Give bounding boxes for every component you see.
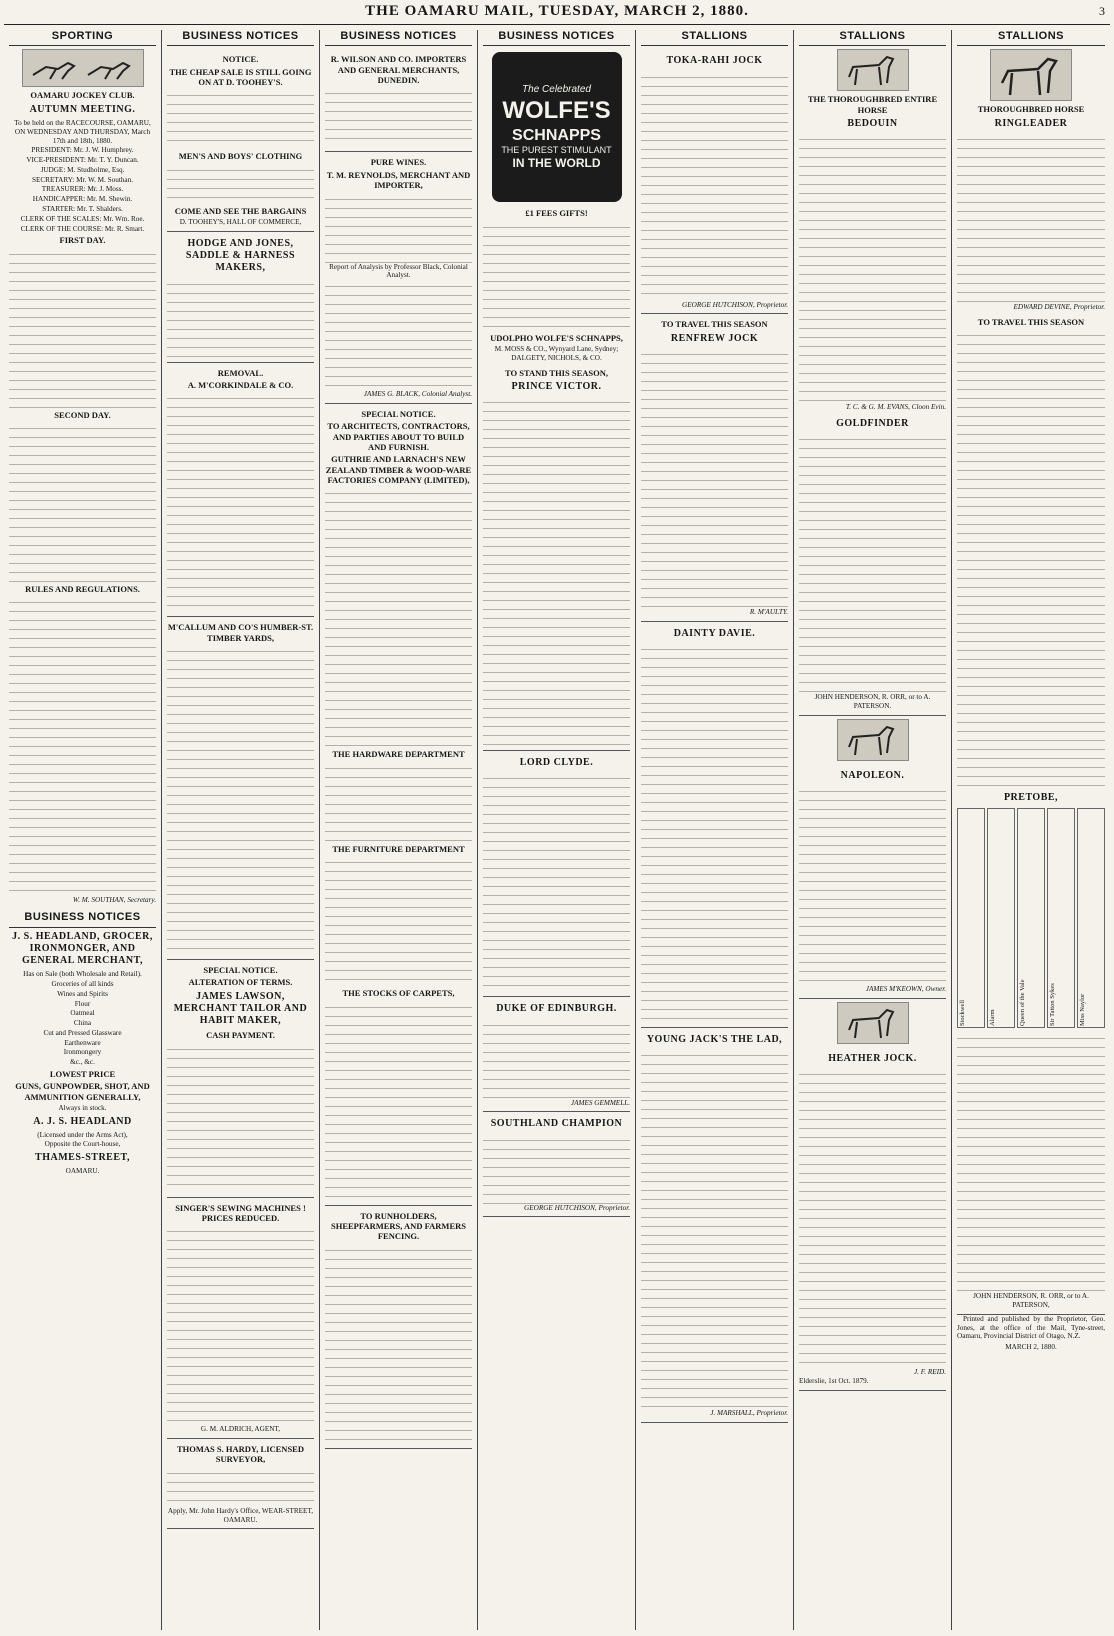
pedigree-table [957,808,1105,1028]
pretobe-title: PRETOBE, [1003,792,1059,804]
southland-title: SOUTHLAND CHAMPION [490,1118,623,1130]
officers-list [9,146,156,233]
goods-item: China [73,1019,92,1028]
lawson-title: JAMES LAWSON, MERCHANT TAILOR AND HABIT MAKER, [173,990,308,1027]
bedouin-title: BEDOUIN [847,118,898,130]
goods-item: Wines and Spirits [57,989,108,998]
runholders-ad [325,1206,472,1449]
mccallum-ad [167,617,314,960]
horse-engraving [837,719,909,761]
goods-item: Ironmongery [63,1048,102,1057]
seal-line: IN THE WORLD [512,156,601,171]
section-heading: BUSINESS NOTICES [167,30,314,46]
bargains: COME AND SEE THE BARGAINS [174,205,307,216]
wilson-ad [325,49,472,152]
ad-text [483,1134,630,1204]
pedigree-cell: Sir Tatton Sykes [1047,808,1075,1028]
headland-name: A. J. S. HEADLAND [33,1115,132,1127]
first-day-heading: FIRST DAY. [59,235,106,246]
secretary-signature: W. M. SOUTHAN, Secretary. [72,896,156,905]
columns [4,30,1110,1630]
young-jack-title: YOUNG JACK'S THE LAD, [646,1033,783,1045]
reynolds-ad [325,152,472,403]
goods-item: Cut and Pressed Glassware [43,1028,122,1037]
goods-item: &c., &c. [70,1058,95,1067]
ad-text [167,164,314,204]
imprint: Printed and published by the Proprietor, Geo. Jones, at the office of the Mail, Tyne-street, Oamaru, Provincial District of Otago, N.Z. [957,1314,1105,1341]
toohey-ad [167,49,314,232]
ad-text [167,278,314,358]
reid-signature: J. F. REID. [913,1368,946,1376]
column-sporting [4,30,162,1630]
officer: JUDGE: M. Studholme, Esq. [40,165,125,174]
imprint-date: MARCH 2, 1880. [1005,1343,1057,1352]
pretobe-ad [957,312,1105,1315]
heather-jock-ad [799,1047,946,1391]
napoleon-title: NAPOLEON. [840,769,905,781]
meeting-title: AUTUMN MEETING. [29,103,136,115]
special-notice: SPECIAL NOTICE. [203,964,278,975]
aldrich: G. M. ALDRICH, AGENT, [200,1425,281,1434]
elderslie-date: Elderslie, 1st Oct. 1879. [799,1376,869,1385]
southland-ad [483,1112,630,1217]
ad-text [799,133,946,403]
ad-text [641,1049,788,1409]
officer: VICE-PRESIDENT: Mr. T. Y. Duncan. [26,156,139,165]
racehorse-icon [28,53,138,83]
udolpho-title: UDOLPHO WOLFE'S SCHNAPPS, [490,332,623,343]
headland-sub: Has on Sale (both Wholesale and Retail). [23,970,142,979]
seal-line: THE PUREST STIMULANT [501,145,612,156]
ad-text [957,1032,1105,1292]
issue-number: 3 [1099,4,1106,18]
officer: HANDICAPPER: Mr. M. Shewin. [32,195,133,204]
meeting-dates: To be held on the RACECOURSE, OAMARU, ON WEDNESDAY AND THURSDAY, March 17th and 18th, 1880. [14,118,151,145]
hutchison-signature: GEORGE HUTCHISON, Proprietor. [524,1203,630,1212]
ad-text [957,133,1105,303]
evans-signature: T. C. & G. M. EVANS, Cloon Evin. [845,403,946,412]
singer-ad [167,1198,314,1440]
travel-title: TO TRAVEL THIS SEASON [977,316,1085,327]
section-heading: BUSINESS NOTICES [483,30,630,46]
pedigree-cell: Stockwell [957,808,985,1028]
ad-text [325,487,472,747]
dainty-ad [641,622,788,1028]
removal-title: REMOVAL. [217,367,264,378]
goods-item: Earthenware [64,1038,101,1047]
duke-ad [483,997,630,1112]
furniture-title: THE FURNITURE DEPARTMENT [332,843,465,854]
toohey-address: D. TOOHEY'S, HALL OF COMMERCE, [179,218,302,227]
column-stallions-2 [794,30,952,1630]
town-name: OAMARU. [65,1166,100,1175]
ad-text [483,396,630,746]
ringleader-heading: THOROUGHBRED HORSE [977,104,1085,115]
napoleon-ad [799,764,946,999]
ad-text [325,280,472,390]
mens-clothing: MEN'S AND BOYS' CLOTHING [178,151,303,162]
hodge-title: HODGE AND JONES, SADDLE & HARNESS MAKERS, [185,237,296,274]
officer: TREASURER: Mr. J. Moss. [41,185,124,194]
goldfinder-ad [799,412,946,716]
ad-text [325,1244,472,1444]
dalgety-agent: DALGETY, NICHOLS, & CO. [511,353,602,362]
section-heading: STALLIONS [641,30,788,46]
ad-text [641,348,788,608]
horse-racing-engraving [22,49,144,87]
removal-ad [167,363,314,618]
hardware-title: THE HARDWARE DEPARTMENT [332,749,465,760]
mkeown-signature: JAMES M'KEOWN, Owner. [865,985,946,994]
licensed-note: (Licensed under the Arms Act), [37,1131,128,1140]
prince-victor-title: PRINCE VICTOR. [511,381,602,393]
henderson-contact: JOHN HENDERSON, R. ORR, or to A. PATERSON. [814,693,931,711]
ad-text [325,193,472,263]
race-program-text [9,422,156,582]
column-business-2 [320,30,478,1630]
ad-text [167,392,314,612]
section-heading: SPORTING [9,30,156,46]
always-stock: Always in stock. [58,1104,107,1113]
ad-text [799,1068,946,1368]
guthrie-title: GUTHRIE AND LARNACH'S NEW ZEALAND TIMBER & WOOD-WARE FACTORIES COMPANY (LIMITED), [325,454,472,486]
ad-text [483,221,630,331]
horse-engraving [990,49,1072,101]
street-name: THAMES-STREET, [35,1151,130,1163]
cheap-sale: THE CHEAP SALE IS STILL GOING ON AT D. TOOHEY'S. [169,66,312,88]
guthrie-ad [325,404,472,1206]
ad-text [167,89,314,149]
moss-agent: M. MOSS & CO., Wynyard Lane, Sydney; [494,345,619,354]
stand-title: TO STAND THIS SEASON, [505,367,608,378]
goods-item: Groceries of all kinds [51,979,114,988]
ad-text [325,87,472,147]
entire-horse: THE THOROUGHBRED ENTIRE HORSE [807,94,938,115]
ad-text [957,329,1105,789]
renfrew-title: RENFREW JOCK [670,332,759,344]
mcorkindale-title: A. M'CORKINDALE & CO. [187,379,294,390]
hardy-title: THOMAS S. HARDY, LICENSED SURVEYOR, [177,1444,304,1465]
masthead [0,0,1114,22]
pure-wines: PURE WINES. [370,157,427,168]
column-stallions-3 [952,30,1110,1630]
carpets-title: THE STOCKS OF CARPETS, [342,988,455,999]
black-signature: JAMES G. BLACK, Colonial Analyst. [363,390,472,399]
ad-text [483,1019,630,1099]
alteration-title: ALTERATION OF TERMS. [188,977,293,988]
hodge-jones-ad [167,232,314,363]
rules-heading: RULES AND REGULATIONS. [25,584,140,595]
heather-title: HEATHER JOCK. [828,1052,917,1064]
column-business-1 [162,30,320,1630]
pedigree-cell: Alarm [987,808,1015,1028]
horse-engraving [837,1002,909,1044]
ringleader-title: RINGLEADER [994,117,1068,129]
section-heading: BUSINESS NOTICES [325,30,472,46]
pedigree-cell: Miss Naylor [1077,808,1105,1028]
henderson-contact: JOHN HENDERSON, R. ORR, or to A. PATERSON, [973,1292,1089,1310]
club-name: OAMARU JOCKEY CLUB. [30,90,135,101]
hardy-ad [167,1439,314,1529]
column-stallions-1 [636,30,794,1630]
ad-text [641,643,788,1023]
lowest-price: LOWEST PRICE [49,1068,116,1079]
lord-clyde-ad [483,751,630,997]
ad-text [799,433,946,693]
horse-icon [843,1006,903,1040]
guns-heading: GUNS, GUNPOWDER, SHOT, AND AMMUNITION GENERALLY, [15,1081,150,1102]
ad-text [167,1467,314,1507]
mccallum-title: M'CALLUM AND CO'S HUMBER-ST. TIMBER YARDS, [167,622,314,643]
notice-title: NOTICE. [222,54,259,65]
section-heading: BUSINESS NOTICES [9,911,156,927]
dainty-title: DAINTY DAVIE. [673,627,756,639]
section-heading: STALLIONS [799,30,946,46]
column-business-3 [478,30,636,1630]
horse-icon [996,53,1066,97]
masthead-title: THE OAMARU MAIL, TUESDAY, MARCH 2, 1880. [365,3,749,19]
officer: CLERK OF THE SCALES: Mr. Wm. Roe. [20,214,145,223]
section-heading: STALLIONS [957,30,1105,46]
prince-victor-ad [483,363,630,752]
seal-line: SCHNAPPS [512,126,601,144]
ad-text [325,856,472,986]
cash-payment: CASH PAYMENT. [206,1030,275,1041]
masthead-rule [4,24,1110,25]
ad-text [325,1001,472,1201]
horse-engraving [837,49,909,91]
seal-line: WOLFE'S [502,97,611,125]
ad-text [325,762,472,842]
second-day-heading: SECOND DAY. [54,409,111,420]
runholders-title: TO RUNHOLDERS, SHEEPFARMERS, AND FARMERS FENCING. [331,1210,466,1242]
rules-text [9,596,156,896]
singer-title: SINGER'S SEWING MACHINES ! PRICES REDUCED. [175,1202,306,1223]
ad-text [799,785,946,985]
goods-item: Flour [74,999,91,1008]
hardy-address: Apply, Mr. John Hardy's Office, WEAR-STREET, OAMARU. [167,1506,314,1524]
ad-text [167,1225,314,1425]
officer: CLERK OF THE COURSE: Mr. R. Smart. [20,224,145,233]
hutchison-signature: GEORGE HUTCHISON, Proprietor. [682,300,788,309]
maulty-signature: R. M'AULTY. [749,607,788,616]
pedigree-cell: Queen of the Vale [1017,808,1045,1028]
lawson-ad [167,960,314,1198]
young-jack-ad [641,1028,788,1423]
officer: SECRETARY: Mr. W. M. Southan. [32,175,133,184]
headland-title: J. S. HEADLAND, GROCER, IRONMONGER, AND GENERAL MERCHANT, [12,930,153,966]
ad-text [167,645,314,955]
duke-title: DUKE OF EDINBURGH. [496,1003,617,1015]
ad-text [167,1043,314,1193]
ad-text [483,772,630,992]
opposite-note: Opposite the Court-house, [44,1139,121,1148]
race-program-text [9,248,156,408]
goods-item: Oatmeal [70,1009,95,1018]
wilson-title: R. WILSON AND CO. IMPORTERS AND GENERAL MERCHANTS, DUNEDIN. [330,54,467,86]
seal-line: The Celebrated [522,84,591,96]
officer: PRESIDENT: Mr. J. W. Humphrey. [31,146,134,155]
schnapps-seal [492,52,622,202]
horse-icon [843,53,903,87]
reynolds-title: T. M. REYNOLDS, MERCHANT AND IMPORTER, [326,169,471,191]
goldfinder-title: GOLDFINDER [836,418,909,430]
gemmell-signature: JAMES GEMMELL. [570,1098,630,1107]
officer: STARTER: Mr. T. Shalders. [42,204,123,213]
tokarahi-title: TOKA-RAHI JOCK [666,55,763,67]
ad-text [641,71,788,301]
contractors-title: TO ARCHITECTS, CONTRACTORS, AND PARTIES ABOUT TO BUILD AND FURNISH. [327,421,470,452]
horse-icon [843,723,903,757]
tokarahi-ad [641,49,788,314]
reward-title: £1 FEES GIFTS! [525,208,588,219]
travel-title: TO TRAVEL THIS SEASON [661,319,768,330]
renfrew-ad [641,314,788,621]
devine-signature: EDWARD DEVINE, Proprietor. [1013,302,1105,311]
lord-clyde-title: LORD CLYDE. [519,757,594,769]
marshall-signature: J. MARSHALL, Proprietor. [710,1409,788,1418]
report-title: Report of Analysis by Professor Black, Colonial Analyst. [329,262,468,280]
special-notice: SPECIAL NOTICE. [361,408,436,419]
